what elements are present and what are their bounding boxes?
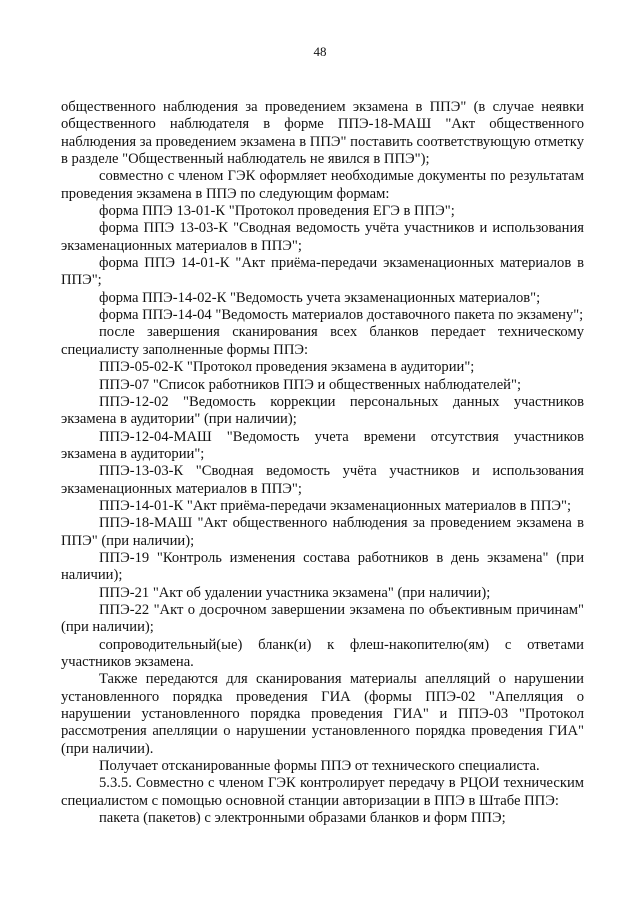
paragraph: ППЭ-19 "Контроль изменения состава работников в день экзамена" (при наличии); xyxy=(61,549,584,584)
paragraph: сопроводительный(ые) бланк(и) к флеш-накопителю(ям) с ответами участников экзамена. xyxy=(61,636,584,670)
paragraph: Также передаются для сканирования материалы апелляций о нарушении установленного порядка проведения ГИА (формы ППЭ-02 "Апелляция о нарушении установленного порядка проведения ГИА" и ППЭ-03 "Протокол рассмотрения апелляции о нарушении установленного порядка проведения ГИА" (при наличии). xyxy=(61,671,584,757)
paragraph: ППЭ-05-02-К "Протокол проведения экзамена в аудитории"; xyxy=(99,359,475,376)
page-number: 48 xyxy=(313,44,327,59)
paragraph: ППЭ-18-МАШ "Акт общественного наблюдения за проведением экзамена в ППЭ" (при наличии); xyxy=(61,515,584,549)
paragraph: форма ППЭ-14-04 "Ведомость материалов доставочного пакета по экзамену"; xyxy=(99,307,584,324)
paragraph: ППЭ-12-02 "Ведомость коррекции персональных данных участников экзамена в аудитории" (при наличии); xyxy=(61,393,584,428)
body-text xyxy=(61,99,584,827)
paragraph: Получает отсканированные формы ППЭ от технического специалиста. xyxy=(99,758,540,775)
paragraph: совместно с членом ГЭК оформляет необходимые документы по результатам проведения экзамена в ППЭ по следующим формам: xyxy=(61,168,584,202)
paragraph: 5.3.5. Совместно с членом ГЭК контролирует передачу в РЦОИ техническим специалистом с помощью основной станции авторизации в ППЭ в Штабе ППЭ: xyxy=(61,775,584,809)
paragraph: ППЭ-22 "Акт о досрочном завершении экзамена по объективным причинам" (при наличии); xyxy=(61,601,584,636)
paragraph: ППЭ-13-03-К "Сводная ведомость учёта участников и использования экзаменационных материалов в ППЭ"; xyxy=(61,463,584,497)
paragraph: ППЭ-07 "Список работников ППЭ и общественных наблюдателей"; xyxy=(99,376,522,393)
paragraph: ППЭ-12-04-МАШ "Ведомость учета времени отсутствия участников экзамена в аудитории"; xyxy=(61,428,584,462)
paragraph: ППЭ-21 "Акт об удалении участника экзамена" (при наличии); xyxy=(99,584,491,601)
paragraph: пакета (пакетов) с электронными образами бланков и форм ППЭ; xyxy=(99,810,506,827)
paragraph: общественного наблюдения за проведением экзамена в ППЭ" (в случае неявки общественного наблюдателя в форме ППЭ-18-МАШ "Акт общественного наблюдения за проведением экзамена в ППЭ" поставить соответствующую отметку в разделе "Общественный наблюдатель не явился в ППЭ"); xyxy=(61,99,584,168)
paragraph: форма ППЭ 13-03-К "Сводная ведомость учёта участников и использования экзаменационных материалов в ППЭ"; xyxy=(61,220,584,254)
paragraph: форма ППЭ 13-01-К "Протокол проведения ЕГЭ в ППЭ"; xyxy=(99,203,455,220)
paragraph: ППЭ-14-01-К "Акт приёма-передачи экзаменационных материалов в ППЭ"; xyxy=(99,497,572,514)
paragraph: после завершения сканирования всех бланков передает техническому специалисту заполненные формы ППЭ: xyxy=(61,324,584,358)
paragraph: форма ППЭ-14-02-К "Ведомость учета экзаменационных материалов"; xyxy=(99,289,541,306)
paragraph: форма ППЭ 14-01-К "Акт приёма-передачи экзаменационных материалов в ППЭ"; xyxy=(61,255,584,289)
